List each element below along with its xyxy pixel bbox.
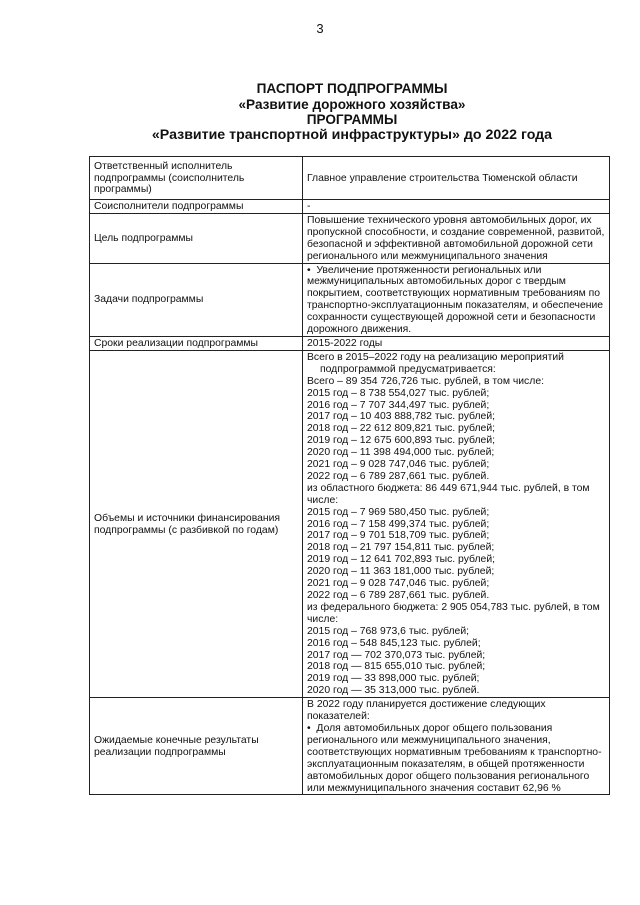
table-row-executor [90, 157, 610, 200]
results-intro: В 2022 году планируется достижение следующих показателей: [307, 699, 546, 723]
finance-intro-2: подпрограммой предусматривается: [320, 363, 496, 375]
results-value [303, 698, 610, 795]
page-number: 3 [316, 21, 324, 36]
finance-value [303, 350, 610, 697]
finance-total-year: 2018 год – 22 612 809,821 тыс. рублей; [307, 423, 496, 435]
finance-federal-year: 2017 год — 702 370,073 тыс. рублей; [307, 649, 486, 661]
finance-federal-year: 2015 год – 768 973,6 тыс. рублей; [307, 625, 470, 637]
table-row-finance [90, 350, 610, 697]
finance-regional: из областного бюджета: 86 449 671,944 тыс. рублей, в том числе: [307, 482, 590, 506]
table-row-goal [90, 213, 610, 263]
finance-total-year: 2021 год – 9 028 747,046 тыс. рублей; [307, 459, 490, 471]
finance-regional-year: 2016 год – 7 158 499,374 тыс. рублей; [307, 518, 490, 530]
finance-federal: из федерального бюджета: 2 905 054,783 тыс. рублей, в том числе: [307, 601, 600, 625]
table-row-terms [90, 336, 610, 350]
finance-total-year: 2017 год – 10 403 888,782 тыс. рублей; [307, 411, 496, 423]
finance-federal-year: 2019 год — 33 898,000 тыс. рублей; [307, 673, 480, 685]
goal-label: Цель подпрограммы [90, 213, 303, 263]
passport-table [89, 156, 610, 795]
finance-regional-year: 2020 год – 11 363 181,000 тыс. рублей; [307, 566, 495, 578]
coexecutors-label: Соисполнители подпрограммы [90, 200, 303, 214]
finance-federal-year: 2020 год — 35 313,000 тыс. рублей. [307, 685, 480, 697]
finance-regional-year: 2019 год – 12 641 702,893 тыс. рублей; [307, 554, 496, 566]
finance-intro: Всего в 2015–2022 году на реализацию мероприятий [307, 351, 564, 363]
finance-total-year: 2022 год – 6 789 287,661 тыс. рублей. [307, 470, 490, 482]
finance-regional-year: 2015 год – 7 969 580,450 тыс. рублей; [307, 506, 490, 518]
terms-value: 2015-2022 годы [303, 336, 610, 350]
finance-federal-year: 2016 год – 548 845,123 тыс. рублей; [307, 637, 481, 649]
finance-federal-year: 2018 год — 815 655,010 тыс. рублей; [307, 661, 486, 673]
executor-label: Ответственный исполнитель подпрограммы (соисполнитель программы) [90, 157, 303, 200]
table-row-coexecutors [90, 200, 610, 214]
finance-total-year: 2015 год – 8 738 554,027 тыс. рублей; [307, 387, 490, 399]
table-row-tasks [90, 263, 610, 336]
tasks-label: Задачи подпрограммы [90, 263, 303, 336]
tasks-value: • Увеличение протяженности региональных или межмуниципальных автомобильных дорог с твердым покрытием, соответствующих нормативным требованиям по транспортно-эксплуатационным показателям, и обеспечение сохранности существующей дорожной сети и безопасности дорожного движения. [303, 263, 610, 336]
goal-value: Повышение технического уровня автомобильных дорог, их пропускной способности, и создание современной, развитой, безопасной и эффективной автомобильной дорожной сети регионального или межмуниципального значения [303, 213, 610, 263]
title-line-2: «Развитие дорожного хозяйства» [238, 96, 466, 112]
title-line-1: ПАСПОРТ ПОДПРОГРАММЫ [256, 81, 448, 96]
finance-regional-year: 2018 год – 21 797 154,811 тыс. рублей; [307, 542, 495, 554]
finance-total-year: 2016 год – 7 707 344,497 тыс. рублей; [307, 399, 490, 411]
terms-label: Сроки реализации подпрограммы [90, 336, 303, 350]
finance-regional-year: 2022 год – 6 789 287,661 тыс. рублей. [307, 590, 490, 601]
finance-regional-year: 2021 год – 9 028 747,046 тыс. рублей; [307, 578, 490, 590]
results-text: • Доля автомобильных дорог общего пользования регионального или межмуниципального значения, соответствующих нормативным требованиям к транспортно-эксплуатационным показателям, в общей протяженности автомобильных дорог общего пользования регионального или межмуниципального значения составит 62,96 % [307, 722, 602, 794]
results-label: Ожидаемые конечные результаты реализации подпрограммы [90, 698, 303, 795]
finance-regional-year: 2017 год – 9 701 518,709 тыс. рублей; [307, 530, 490, 542]
finance-total: Всего – 89 354 726,726 тыс. рублей, в том числе: [307, 375, 544, 387]
executor-value: Главное управление строительства Тюменской области [303, 157, 610, 200]
coexecutors-value: - [303, 200, 610, 214]
table-row-results [90, 698, 610, 795]
title-line-4: «Развитие транспортной инфраструктуры» до 2022 года [151, 126, 553, 143]
document-title [92, 81, 612, 143]
finance-label: Объемы и источники финансирования подпрограммы (с разбивкой по годам) [90, 350, 303, 697]
finance-total-year: 2020 год – 11 398 494,000 тыс. рублей; [307, 447, 495, 459]
title-line-3: ПРОГРАММЫ [306, 112, 398, 127]
finance-total-year: 2019 год – 12 675 600,893 тыс. рублей; [307, 435, 496, 447]
